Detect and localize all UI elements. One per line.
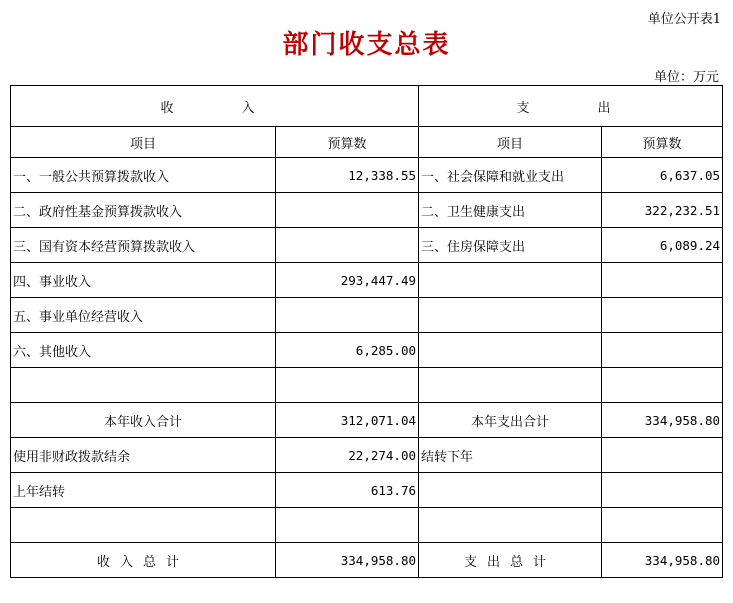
table-row <box>11 473 723 508</box>
grand-total-row <box>11 543 723 578</box>
income-item <box>11 368 276 403</box>
income-value: 22,274.00 <box>276 438 419 473</box>
table-row <box>11 333 723 368</box>
income-item: 上年结转 <box>11 473 276 508</box>
expense-total-value: 334,958.80 <box>602 543 723 578</box>
income-value <box>276 508 419 543</box>
income-item <box>11 508 276 543</box>
expense-item <box>419 473 602 508</box>
table-row <box>11 368 723 403</box>
expense-subtotal-value: 334,958.80 <box>602 403 723 438</box>
expense-item <box>419 298 602 333</box>
income-value <box>276 368 419 403</box>
income-value: 12,338.55 <box>276 158 419 193</box>
income-value <box>276 193 419 228</box>
income-value: 6,285.00 <box>276 333 419 368</box>
form-number: 单位公开表1 <box>647 12 721 27</box>
expense-value <box>602 263 723 298</box>
table-row <box>11 193 723 228</box>
table-row <box>11 158 723 193</box>
page-title: 部门收支总表 <box>282 30 451 60</box>
expense-value <box>602 508 723 543</box>
expense-section-header: 支 出 <box>419 86 723 127</box>
income-total-label: 收入总计 <box>11 543 276 578</box>
income-item: 六、其他收入 <box>11 333 276 368</box>
expense-item: 一、社会保障和就业支出 <box>419 158 602 193</box>
income-item: 二、政府性基金预算拨款收入 <box>11 193 276 228</box>
expense-value <box>602 298 723 333</box>
expense-item-header: 项目 <box>419 127 602 158</box>
income-total-value: 334,958.80 <box>276 543 419 578</box>
expense-value <box>602 438 723 473</box>
expense-value: 6,637.05 <box>602 158 723 193</box>
expense-item: 二、卫生健康支出 <box>419 193 602 228</box>
expense-value: 322,232.51 <box>602 193 723 228</box>
expense-value <box>602 333 723 368</box>
column-header-row <box>11 127 723 158</box>
expense-subtotal-label: 本年支出合计 <box>419 403 602 438</box>
expense-item <box>419 333 602 368</box>
table-row <box>11 263 723 298</box>
income-item: 四、事业收入 <box>11 263 276 298</box>
expense-item <box>419 263 602 298</box>
income-item: 一、一般公共预算拨款收入 <box>11 158 276 193</box>
income-subtotal-label: 本年收入合计 <box>11 403 276 438</box>
income-value <box>276 228 419 263</box>
income-subtotal-value: 312,071.04 <box>276 403 419 438</box>
expense-value <box>602 368 723 403</box>
subtotal-row <box>11 403 723 438</box>
table-row <box>11 228 723 263</box>
income-item: 使用非财政拨款结余 <box>11 438 276 473</box>
income-budget-header: 预算数 <box>276 127 419 158</box>
table-row <box>11 438 723 473</box>
table-row <box>11 508 723 543</box>
expense-item: 三、住房保障支出 <box>419 228 602 263</box>
expense-value <box>602 473 723 508</box>
table-row <box>11 298 723 333</box>
expense-total-label: 支出总计 <box>419 543 602 578</box>
expense-item <box>419 508 602 543</box>
income-value: 293,447.49 <box>276 263 419 298</box>
expense-value: 6,089.24 <box>602 228 723 263</box>
income-value <box>276 298 419 333</box>
expense-item <box>419 368 602 403</box>
income-item: 三、国有资本经营预算拨款收入 <box>11 228 276 263</box>
expense-budget-header: 预算数 <box>602 127 723 158</box>
budget-table <box>10 85 723 578</box>
income-value: 613.76 <box>276 473 419 508</box>
section-header-row <box>11 86 723 127</box>
income-section-header: 收 入 <box>11 86 419 127</box>
income-item: 五、事业单位经营收入 <box>11 298 276 333</box>
income-item-header: 项目 <box>11 127 276 158</box>
unit-label: 单位：万元 <box>653 70 719 85</box>
expense-item: 结转下年 <box>419 438 602 473</box>
